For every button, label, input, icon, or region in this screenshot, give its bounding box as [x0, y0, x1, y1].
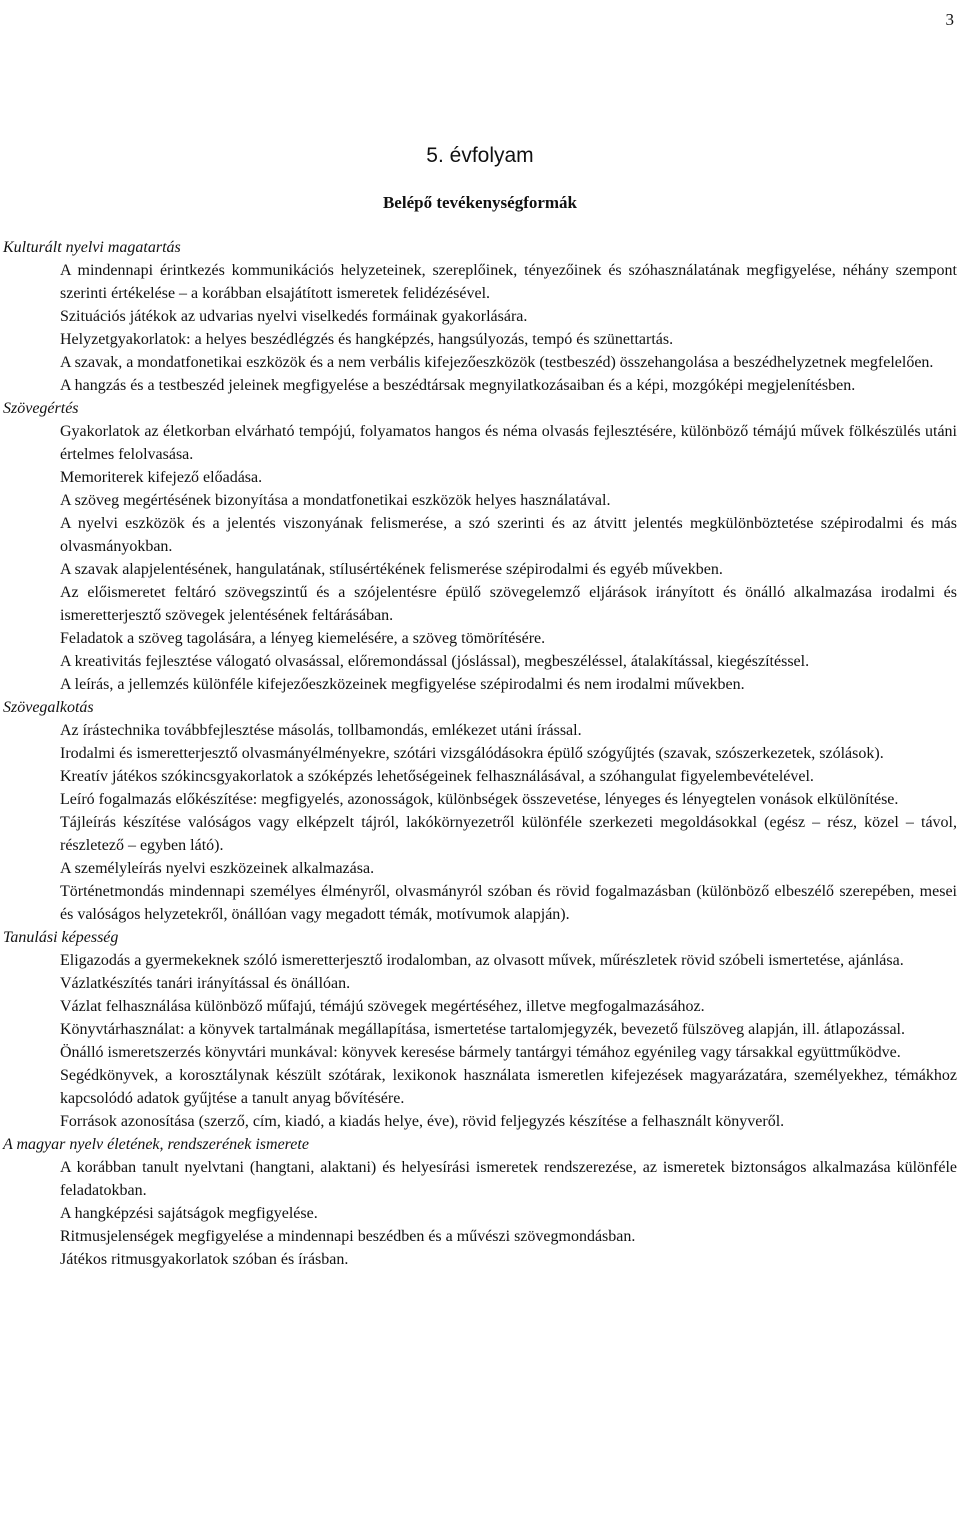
page-subtitle: Belépő tevékenységformák: [382, 193, 578, 212]
paragraph: A személyleírás nyelvi eszközeinek alkalmazása.: [60, 860, 375, 877]
paragraph: A szavak alapjelentésének, hangulatának, stílusértékének felismerése szépirodalmi és egyéb művekben.: [60, 561, 723, 578]
paragraph: Ritmusjelenségek megfigyelése a mindennapi beszédben és a művészi szövegmondásban.: [60, 1228, 636, 1245]
paragraph: Gyakorlatok az életkorban elvárható tempójú, folyamatos hangos és néma olvasás fejlesztésére, különböző témájú művek fölkészülés utáni értelmes felolvasása.: [60, 423, 957, 463]
paragraph: Szituációs játékok az udvarias nyelvi viselkedés formáinak gyakorlására.: [60, 308, 528, 325]
section-heading: A magyar nyelv életének, rendszerének ismerete: [3, 1136, 309, 1153]
paragraph: Önálló ismeretszerzés könyvtári munkával: könyvek keresése bármely tantárgyi témához egyénileg vagy társakkal együttműködve.: [60, 1044, 901, 1061]
section-heading: Szövegalkotás: [3, 699, 94, 716]
paragraph: Segédkönyvek, a korosztálynak készült szótárak, lexikonok használata ismeretlen kifejezések magyarázatára, személyekhez, témákhoz kapcsolódó adatok gyűjtése a tanult anyag bővítésére.: [60, 1067, 957, 1107]
page-title: 5. évfolyam: [426, 144, 534, 167]
paragraph: Történetmondás mindennapi személyes élményről, olvasmányról szóban és rövid fogalmazásban (különböző elbeszélő szerepében, mesei és valóságos helyzetekről, önállóan vagy megadott témák, motívumok alapján).: [60, 883, 957, 923]
paragraph: Helyzetgyakorlatok: a helyes beszédlégzés és hangképzés, hangsúlyozás, tempó és szünettartás.: [60, 331, 674, 348]
paragraph: A hangzás és a testbeszéd jeleinek megfigyelése a beszédtársak megnyilatkozásaiban és a képi, mozgóképi megjelenítésben.: [60, 377, 856, 394]
section-szovegertes: [3, 397, 957, 696]
section-magyar-nyelv-ismerete: [3, 1133, 957, 1271]
paragraph: Könyvtárhasználat: a könyvek tartalmának megállapítása, ismertetése tartalomjegyzék, bevezető fülszöveg alapján, ill. átlapozással.: [60, 1021, 905, 1038]
paragraph: A korábban tanult nyelvtani (hangtani, alaktani) és helyesírási ismeretek rendszerezése, az ismeretek biztonságos alkalmazása különféle feladatokban.: [60, 1159, 957, 1199]
paragraph: Vázlat felhasználása különböző műfajú, témájú szövegek megértéséhez, illetve megfogalmazásához.: [60, 998, 705, 1015]
section-szovegalkotas: [3, 696, 957, 926]
section-heading: Tanulási képesség: [3, 929, 119, 946]
paragraph: Eligazodás a gyermekeknek szóló ismeretterjesztő irodalomban, az olvasott művek, műrészletek rövid szóbeli ismertetése, ajánlása.: [60, 952, 904, 969]
paragraph: Leíró fogalmazás előkészítése: megfigyelés, azonosságok, különbségek összevetése, lényeges és lényegtelen vonások elkülönítése.: [60, 791, 899, 808]
paragraph: Tájleírás készítése valóságos vagy elképzelt tájról, lakókörnyezetről különféle szerkezeti megoldásokkal (egész – rész, közel – távol, részletező – egyben látó).: [60, 814, 957, 854]
section-kulturalt-nyelvi-magatartas: [3, 236, 957, 397]
paragraph: Vázlatkészítés tanári irányítással és önállóan.: [60, 975, 351, 992]
paragraph: Feladatok a szöveg tagolására, a lényeg kiemelésére, a szöveg tömörítésére.: [60, 630, 546, 647]
paragraph: A kreativitás fejlesztése válogató olvasással, előremondással (jóslással), megbeszéléssel, átalakítással, kiegészítéssel.: [60, 653, 810, 670]
document-body: [3, 236, 957, 1271]
paragraph: Források azonosítása (szerző, cím, kiadó, a kiadás helye, éve), rövid feljegyzés készítése a felhasznált könyveről.: [60, 1113, 785, 1130]
paragraph: A leírás, a jellemzés különféle kifejezőeszközeinek megfigyelése szépirodalmi és nem irodalmi művekben.: [60, 676, 745, 693]
paragraph: A szöveg megértésének bizonyítása a mondatfonetikai eszközök helyes használatával.: [60, 492, 611, 509]
paragraph: Memoriterek kifejező előadása.: [60, 469, 263, 486]
paragraph: Játékos ritmusgyakorlatok szóban és írásban.: [60, 1251, 349, 1268]
page-number: 3: [945, 10, 954, 29]
paragraph: Kreatív játékos szókincsgyakorlatok a szóképzés lehetőségeinek felhasználásával, a szóhangulat figyelembevételével.: [60, 768, 814, 785]
paragraph: Irodalmi és ismeretterjesztő olvasmányélményekre, szótári vizsgálódásokra épülő szógyűjtés (szavak, szószerkezetek, szólások).: [60, 745, 884, 762]
section-heading: Szövegértés: [3, 400, 79, 417]
paragraph: A mindennapi érintkezés kommunikációs helyzeteinek, szereplőinek, tényezőinek és szóhasználatának megfigyelése, néhány szempont szerinti értékelése – a korábban elsajátított ismeretek felidézésével.: [60, 262, 957, 302]
section-heading: Kulturált nyelvi magatartás: [3, 239, 181, 256]
paragraph: A szavak, a mondatfonetikai eszközök és a nem verbális kifejezőeszközök (testbeszéd) összehangolása a beszédhelyzetnek megfelelően.: [60, 354, 934, 371]
paragraph: A nyelvi eszközök és a jelentés viszonyának felismerése, a szó szerinti és az átvitt jelentés megkülönböztetése szépirodalmi és más olvasmányokban.: [60, 515, 957, 555]
paragraph: Az előismeretet feltáró szövegszintű és a szójelentésre épülő szövegelemző eljárások irányított és önálló alkalmazása irodalmi és ismeretterjesztő szövegek jelentésének feltárásában.: [60, 584, 957, 624]
paragraph: Az írástechnika továbbfejlesztése másolás, tollbamondás, emlékezet utáni írással.: [60, 722, 582, 739]
paragraph: A hangképzési sajátságok megfigyelése.: [60, 1205, 318, 1222]
section-tanulasi-kepesseg: [3, 926, 957, 1133]
